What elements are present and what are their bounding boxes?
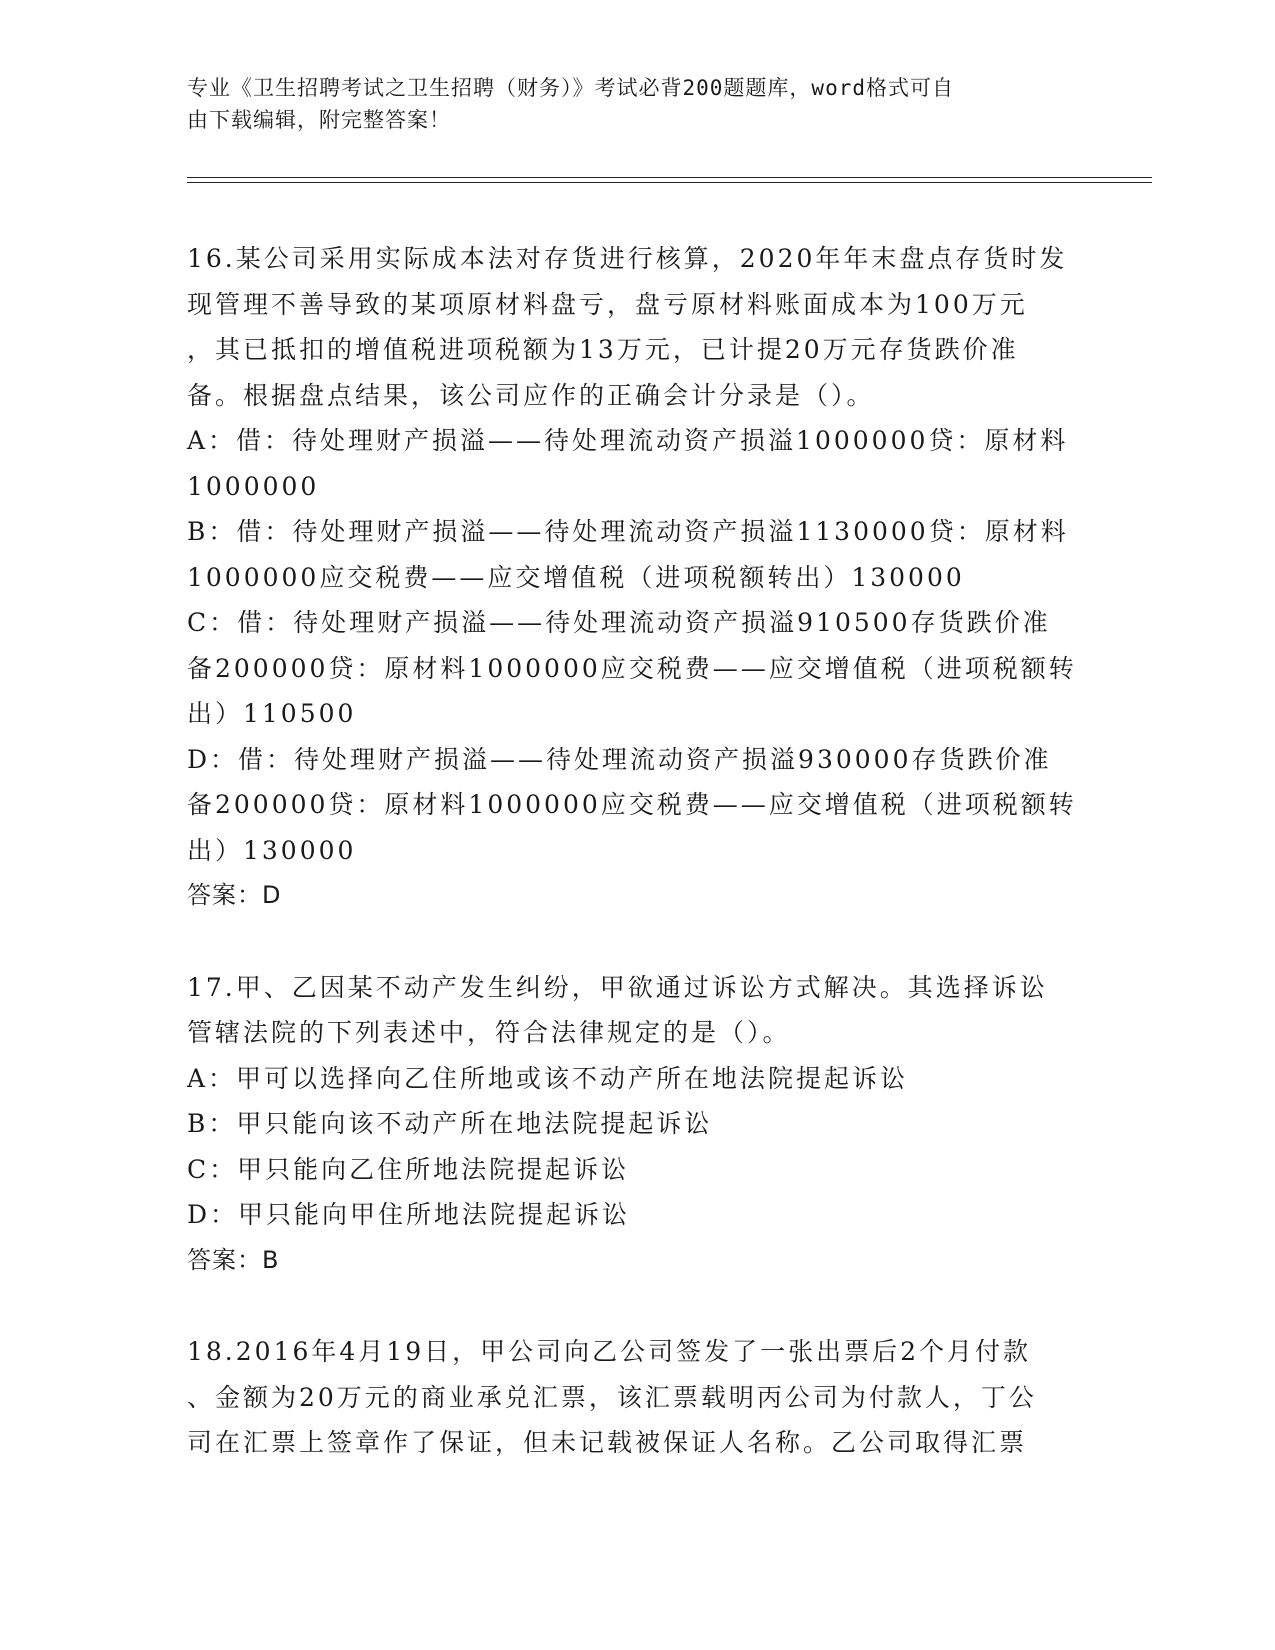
header-divider-bottom	[187, 182, 1152, 183]
header-line: 专业《卫生招聘考试之卫生招聘（财务）》考试必背200题题库，word格式可自	[187, 76, 954, 100]
option-c-line: 备200000贷：原材料1000000应交税费——应交增值税（进项税额转	[187, 653, 1077, 683]
option-c-line: C：借：待处理财产损溢——待处理流动资产损溢910500存货跌价准	[187, 608, 1051, 637]
option-a-line: 1000000	[187, 471, 320, 501]
header-line: 由下载编辑，附完整答案！	[187, 108, 451, 132]
question-text-line: ，其已抵扣的增值税进项税额为13万元，已计提20万元存货跌价准	[187, 335, 1019, 364]
option-b-line: B：借：待处理财产损溢——待处理流动资产损溢1130000贷：原材料	[187, 517, 1069, 546]
question-text-line: 16.某公司采用实际成本法对存货进行核算，2020年年末盘点存货时发	[187, 244, 1068, 273]
option-d-line: 备200000贷：原材料1000000应交税费——应交增值税（进项税额转	[187, 790, 1077, 819]
header-divider-top	[187, 177, 1152, 178]
question-18	[187, 1329, 1087, 1466]
question-text-line: 现管理不善导致的某项原材料盘亏，盘亏原材料账面成本为100万元	[187, 289, 1028, 319]
document-header	[187, 72, 1067, 136]
question-16	[187, 236, 1087, 919]
question-text-line: 管辖法院的下列表述中，符合法律规定的是（）。	[187, 1018, 791, 1047]
option-b-line: B：甲只能向该不动产所在地法院提起诉讼	[187, 1109, 713, 1138]
question-17	[187, 965, 1087, 1284]
option-c-line: C：甲只能向乙住所地法院提起诉讼	[187, 1154, 630, 1184]
question-text-line: 17.甲、乙因某不动产发生纠纷，甲欲通过诉讼方式解决。其选择诉讼	[187, 972, 1048, 1002]
option-d-line: D：甲只能向甲住所地法院提起诉讼	[187, 1200, 631, 1229]
question-text-line: 司在汇票上签章作了保证，但未记载被保证人名称。乙公司取得汇票	[187, 1428, 1028, 1457]
question-list	[187, 236, 1087, 1512]
question-text-line: 、金额为20万元的商业承兑汇票，该汇票载明丙公司为付款人，丁公	[187, 1382, 1037, 1412]
answer-label: 答案：B	[187, 1245, 280, 1274]
option-a-line: A：借：待处理财产损溢——待处理流动资产损溢1000000贷：原材料	[187, 426, 1069, 455]
option-a-line: A：甲可以选择向乙住所地或该不动产所在地法院提起诉讼	[187, 1063, 909, 1093]
option-b-line: 1000000应交税费——应交增值税（进项税额转出）130000	[187, 562, 965, 592]
option-c-line: 出）110500	[187, 699, 357, 728]
option-d-line: 出）130000	[187, 835, 357, 865]
question-text-line: 18.2016年4月19日，甲公司向乙公司签发了一张出票后2个月付款	[187, 1337, 1032, 1366]
option-d-line: D：借：待处理财产损溢——待处理流动资产损溢930000存货跌价准	[187, 744, 1052, 774]
question-text-line: 备。根据盘点结果，该公司应作的正确会计分录是（）。	[187, 380, 875, 410]
answer-label: 答案：D	[187, 881, 282, 909]
